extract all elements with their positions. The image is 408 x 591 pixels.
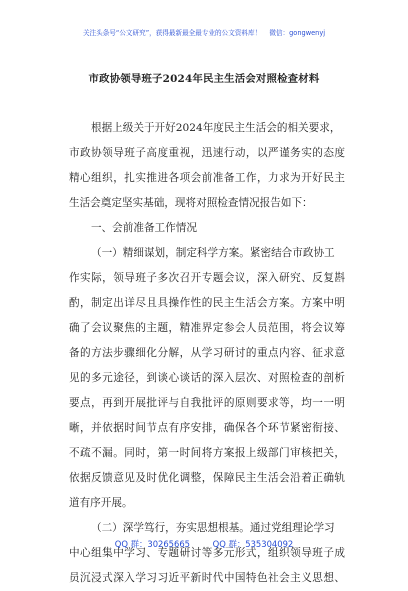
paragraph-line: （二）深学笃行，夯实思想根基。通过党组理论学习 [91, 522, 335, 534]
paragraph-line: 根据上级关于开好2024年度民主生活会的相关要求， [91, 122, 341, 134]
document-body [69, 116, 345, 591]
paragraph-line: 依据反馈意见及时优化调整，保障民主生活会沿着正确轨 [69, 472, 345, 484]
document-title: 市政协领导班子2024年民主生活会对照检查材料 [88, 73, 320, 85]
paragraph-line: （一）精细谋划，制定科学方案。紧密结合市政协工 [91, 247, 335, 259]
qq-group-1: QQ 群：30265665 [114, 539, 190, 549]
paragraph-line: 精心组织，扎实推进各项会前准备工作，力求为开好民主 [69, 172, 345, 184]
paragraph-line: 确了会议聚焦的主题，精准界定参会人员范围，将会议筹 [69, 322, 345, 334]
paragraph-line: 酌，制定出详尽且具操作性的民主生活会方案。方案中明 [69, 297, 345, 309]
paragraph-line: 作实际，领导班子多次召开专题会议，深入研究、反复斟 [69, 272, 345, 284]
header-banner [0, 27, 408, 37]
paragraph-line: 不疏不漏。同时，第一时间将方案报上级部门审核把关， [69, 447, 345, 459]
paragraph-line: 见的多元途径，到谈心谈话的深入层次、对照检查的剖析 [69, 372, 345, 384]
paragraph-line: 备的方法步骤细化分解，从学习研讨的重点内容、征求意 [69, 347, 345, 359]
section-heading: 一、会前准备工作情况 [91, 222, 197, 234]
paragraph-line: 市政协领导班子高度重视，迅速行动，以严谨务实的态度 [69, 147, 345, 159]
paragraph-line: 生活会奠定坚实基础，现将对照检查情况报告如下： [69, 197, 313, 209]
paragraph-line: 要点，再到开展批评与自我批评的原则要求等，均一一明 [69, 397, 345, 409]
footer-qq-groups [0, 538, 408, 550]
paragraph-line: 晰，并依据时间节点有序安排，确保各个环节紧密衔接、 [69, 422, 345, 434]
paragraph-line: 中心组集中学习、专题研讨等多元形式，组织领导班子成 [69, 547, 345, 559]
paragraph-line: 道有序开展。 [69, 497, 133, 509]
wechat-text: 微信：gongwenyj [269, 29, 326, 37]
follow-text: 关注头条号“公文研究”，获得最新最全最专业的公文资料库！ [82, 29, 262, 37]
qq-group-2: QQ 群：535304092 [212, 539, 294, 549]
paragraph-line: 员沉浸式深入学习习近平新时代中国特色社会主义思想、 [69, 572, 345, 584]
